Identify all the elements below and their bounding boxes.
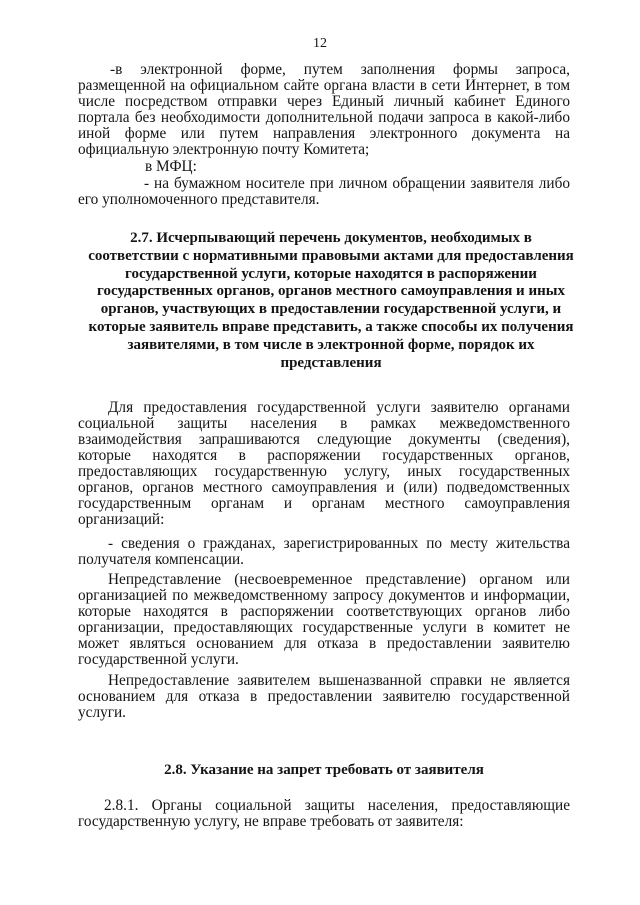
section-2-7-paragraph-3: Непредоставление заявителем вышеназванной справки не является основанием для отказа в предоставлении заявителю государственной услуги.: [78, 672, 570, 721]
section-2-7-paragraph-2: Непредставление (несвоевременное представление) органом или организацией по межведомственному запросу документов и информации, которые находятся в распоряжении соответствующих органов либо организации, предоставляющих государственные услуги в комитет не может являться основанием для отказа в предоставлении заявителю государственной услуги.: [78, 571, 570, 668]
section-2-7-list-item: - сведения о гражданах, зарегистрированных по месту жительства получателя компенсации.: [78, 535, 570, 568]
paper-form-paragraph: - на бумажном носителе при личном обращении заявителя либо его уполномоченного представителя.: [78, 175, 570, 208]
electronic-form-paragraph: -в электронной форме, путем заполнения формы запроса, размещенной на официальном сайте органа власти в сети Интернет, в том числе посредством отправки через Единый личный кабинет Единого портала без необходимости дополнительной подачи запроса в какой-либо иной форме или путем направления электронного документа на официальную электронную почту Комитета;: [78, 61, 570, 158]
section-2-7-heading: 2.7. Исчерпывающий перечень документов, необходимых в соответствии с нормативными правовыми актами для предоставления государственной услуги, которые находятся в распоряжении государственных органов, органов местного самоуправления и иных органов, участвующих в предоставлении государственной услуги, и которые заявитель вправе представить, а также способы их получения заявителями, в том числе в электронной форме, порядок их представления: [88, 230, 574, 371]
section-2-8-paragraph-1: 2.8.1. Органы социальной защиты населения, предоставляющие государственную услугу, не вправе требовать от заявителя:: [78, 797, 570, 830]
section-2-7-paragraph-1: Для предоставления государственной услуги заявителю органами социальной защиты населения в рамках межведомственного взаимодействия запрашиваются следующие документы (сведения), которые находятся в распоряжении государственных органов, предоставляющих государственную услугу, иных государственных органов, органов местного самоуправления и (или) подведомственных государственным органам и органам местного самоуправления организаций:: [78, 399, 570, 528]
page-number: 12: [313, 36, 327, 51]
mfc-label: в МФЦ:: [145, 158, 197, 175]
section-2-8-heading: 2.8. Указание на запрет требовать от заявителя: [164, 762, 484, 778]
